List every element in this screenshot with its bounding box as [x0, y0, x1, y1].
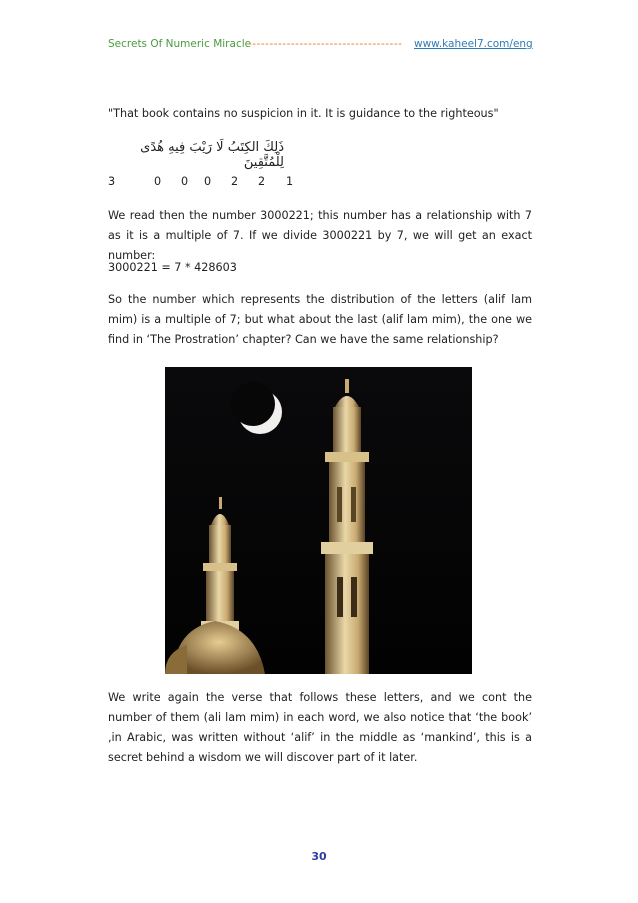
header-divider: ------------------------------------ — [248, 38, 403, 50]
count-digit: 0 — [154, 175, 162, 188]
division-equation: 3000221 = 7 * 428603 — [108, 261, 237, 274]
verse-translation: "That book contains no suspicion in it. It is guidance to the righteous" — [108, 107, 499, 120]
count-digit: 0 — [204, 175, 212, 188]
arabic-verse: ذَلِكَ الكِتَبُ لَا رَيْبَ فِيهِ هُدًى لِلْمُتَّقِينَ — [140, 140, 284, 170]
page-number: 30 — [311, 850, 327, 863]
count-digit: 0 — [181, 175, 189, 188]
count-digit: 2 — [231, 175, 239, 188]
count-digit: 2 — [258, 175, 266, 188]
count-digit: 3 — [108, 175, 116, 188]
page-header — [108, 38, 548, 52]
paragraph-multiple-of-seven: We read then the number 3000221; this number has a relationship with 7 as it is a multiple of 7. If we divide 3000221 by 7, we will get an exact number: — [108, 209, 532, 262]
letter-count-row — [108, 175, 308, 193]
count-digit: 1 — [286, 175, 294, 188]
paragraph-prostration-question: So the number which represents the distribution of the letters (alif lam mim) is a multiple of 7; but what about the last (alif lam mim), the one we find in ‘The Prostration’ chapter? Can we have the same relationship? — [108, 293, 532, 346]
document-title: Secrets Of Numeric Miracle — [108, 38, 252, 50]
mosque-minarets-photo — [165, 367, 472, 674]
paragraph-verse-letters: We write again the verse that follows these letters, and we cont the number of them (ali lam mim) in each word, we also notice that ‘the book’ ,in Arabic, was written without ‘alif’ in the middle as ‘mankind’, this is a secret behind a wisdom we will discover part of it later. — [108, 691, 532, 764]
website-link[interactable]: www.kaheel7.com/eng — [414, 38, 533, 50]
